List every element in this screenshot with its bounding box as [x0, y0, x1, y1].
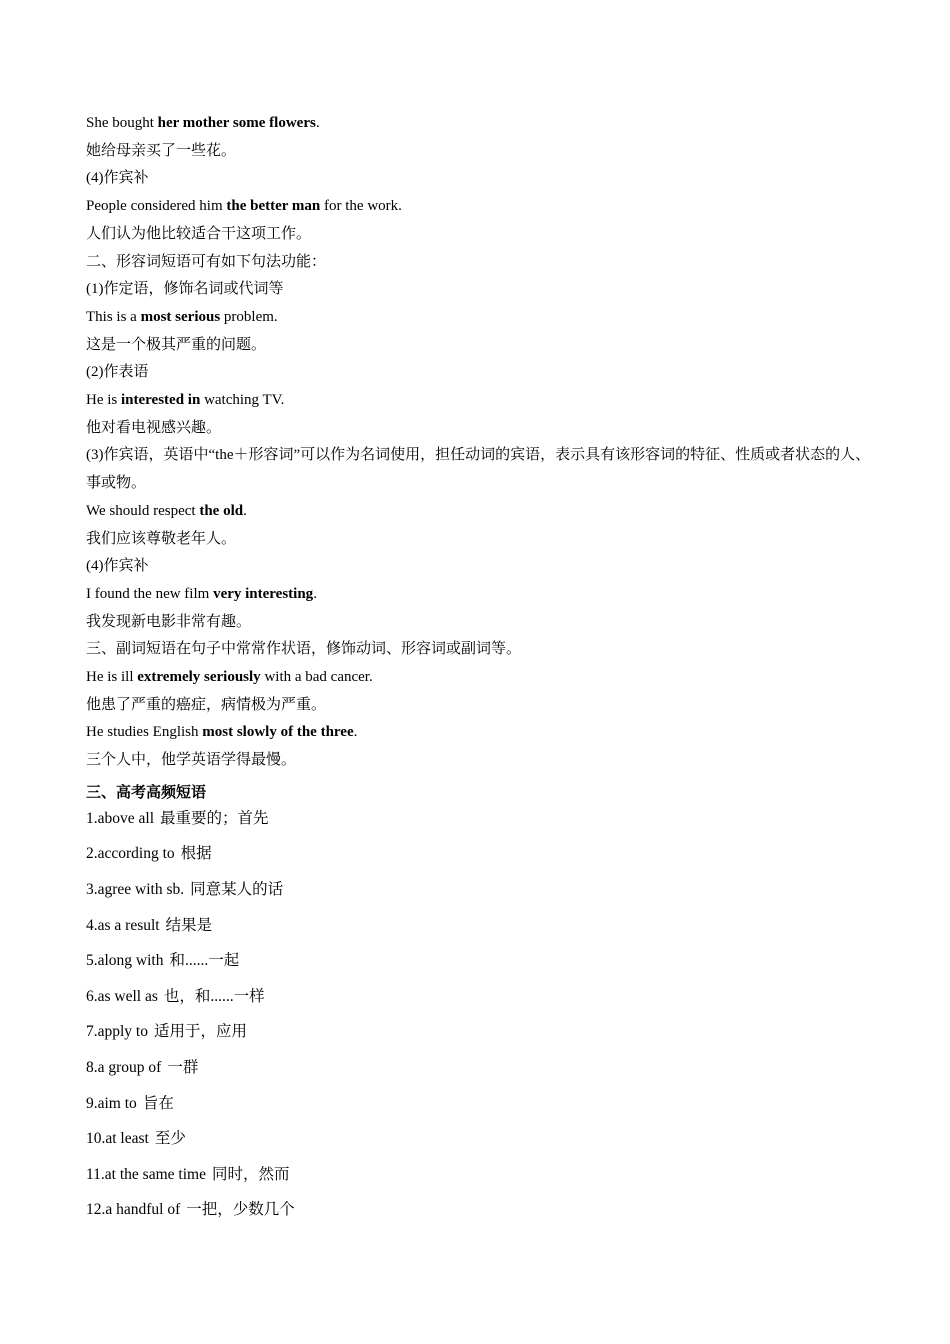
example-sentence: He is ill extremely seriously with a bad cancer.: [86, 669, 373, 686]
list-item: 3.agree with sb. 同意某人的话: [86, 881, 284, 899]
example-sentence: This is a most serious problem.: [86, 308, 278, 325]
list-item: 11.at the same time 同时，然而: [86, 1165, 290, 1183]
translation: 她给母亲买了一些花。: [86, 142, 237, 159]
list-item: 2.according to 根据: [86, 845, 212, 863]
grammar-section: [86, 110, 876, 775]
subheading: (4)作宾补: [86, 170, 149, 187]
section-heading: 三、副词短语在句子中常常作状语，修饰动词、形容词或副词等。: [86, 641, 522, 658]
example-sentence: People considered him the better man for the work.: [86, 198, 402, 215]
subheading: (3)作宾语，英语中“the＋形容词”可以作为名词使用，担任动词的宾语，表示具有该形容词的特征、性质或者状态的人、事或物。: [86, 447, 871, 492]
translation: 三个人中，他学英语学得最慢。: [86, 752, 297, 769]
list-item: 5.along with 和......一起: [86, 952, 240, 970]
phrases-heading: 三、高考高频短语: [86, 784, 207, 801]
list-item: 9.aim to 旨在: [86, 1094, 174, 1112]
document-body: [86, 110, 876, 1234]
list-item: 12.a handful of 一把，少数几个: [86, 1201, 295, 1219]
section-heading: 二、形容词短语可有如下句法功能：: [86, 253, 327, 270]
translation: 人们认为他比较适合干这项工作。: [86, 225, 312, 242]
translation: 他对看电视感兴趣。: [86, 419, 222, 436]
translation: 我们应该尊敬老年人。: [86, 530, 237, 547]
example-sentence: He studies English most slowly of the three.: [86, 724, 358, 741]
translation: 他患了严重的癌症，病情极为严重。: [86, 696, 327, 713]
list-item: 10.at least 至少: [86, 1130, 186, 1148]
subheading: (1)作定语，修饰名词或代词等: [86, 281, 284, 298]
subheading: (2)作表语: [86, 364, 149, 381]
subheading: (4)作宾补: [86, 558, 149, 575]
list-item: 6.as well as 也，和......一样: [86, 987, 265, 1005]
example-sentence: He is interested in watching TV.: [86, 392, 285, 409]
list-item: 8.a group of 一群: [86, 1059, 199, 1077]
list-item: 7.apply to 适用于，应用: [86, 1023, 248, 1041]
example-sentence: We should respect the old.: [86, 502, 247, 519]
phrase-list: [86, 807, 876, 1234]
translation: 这是一个极其严重的问题。: [86, 336, 267, 353]
list-item: 4.as a result 结果是: [86, 916, 213, 934]
example-sentence: She bought her mother some flowers.: [86, 115, 320, 131]
translation: 我发现新电影非常有趣。: [86, 613, 252, 630]
list-item: 1.above all 最重要的；首先: [86, 809, 269, 827]
example-sentence: I found the new film very interesting.: [86, 585, 317, 602]
